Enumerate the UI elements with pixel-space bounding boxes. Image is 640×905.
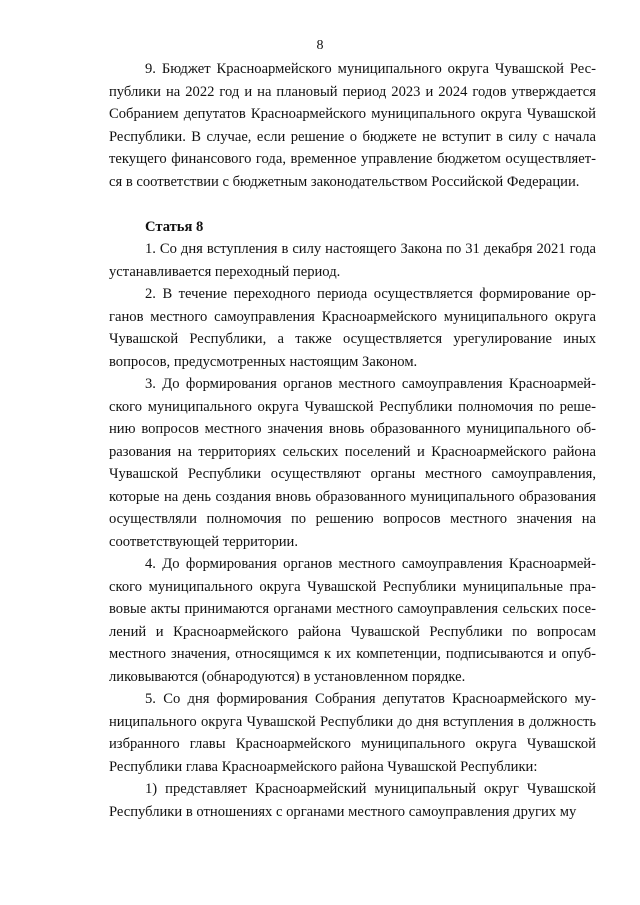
document-body	[109, 58, 596, 823]
article-paragraph-3: 3. До формирования органов местного самоуправления Красноармейского муниципального округа Чувашской Республики полномочия по решению вопросов местного значения вновь образованного муниципального образования на территориях сельских поселений и Красноармейского района Чувашской Республики осуществляют органы местного самоуправления, которые на день создания вновь образованного муниципального образования осуществляли полномочия по решению вопросов местного значения на соответствующей территории.	[109, 376, 596, 550]
article-paragraph-5: 5. Со дня формирования Собрания депутатов Красноармейского муниципального округа Чувашской Республики до дня вступления в должность избранного главы Красноармейского муниципального округа Чувашской Республики глава Красноармейского района Чувашской Республики:	[109, 691, 596, 775]
article-paragraph-5-item-1: 1) представляет Красноармейский муниципальный округ Чувашской Республики в отношениях с органами местного самоуправления других му	[109, 781, 596, 820]
article-paragraph-1: 1. Со дня вступления в силу настоящего Закона по 31 декабря 2021 года устанавливается переходный период.	[109, 241, 596, 280]
article-paragraph-4: 4. До формирования органов местного самоуправления Красноармейского муниципального округа Чувашской Республики муниципальные правовые акты принимаются органами местного самоуправления сельских поселений и Красноармейского района Чувашской Республики по вопросам местного значения, относящимся к их компетенции, подписываются и опубликовываются (обнародуются) в установленном порядке.	[109, 556, 596, 685]
paragraph-9: 9. Бюджет Красноармейского муниципального округа Чувашской Республики на 2022 год и на плановый период 2023 и 2024 годов утверждается Собранием депутатов Красноармейского муниципального округа Чувашской Республики. В случае, если решение о бюджете не вступит в силу с начала текущего финансового года, временное управление бюджетом осуществляется в соответствии с бюджетным законодательством Российской Федерации.	[109, 61, 596, 190]
page-number: 8	[316, 38, 324, 53]
article-paragraph-2: 2. В течение переходного периода осуществляется формирование органов местного самоуправления Красноармейского муниципального округа Чувашской Республики, а также осуществляется урегулирование иных вопросов, предусмотренных настоящим Законом.	[109, 286, 596, 370]
article-heading: Статья 8	[145, 218, 204, 235]
